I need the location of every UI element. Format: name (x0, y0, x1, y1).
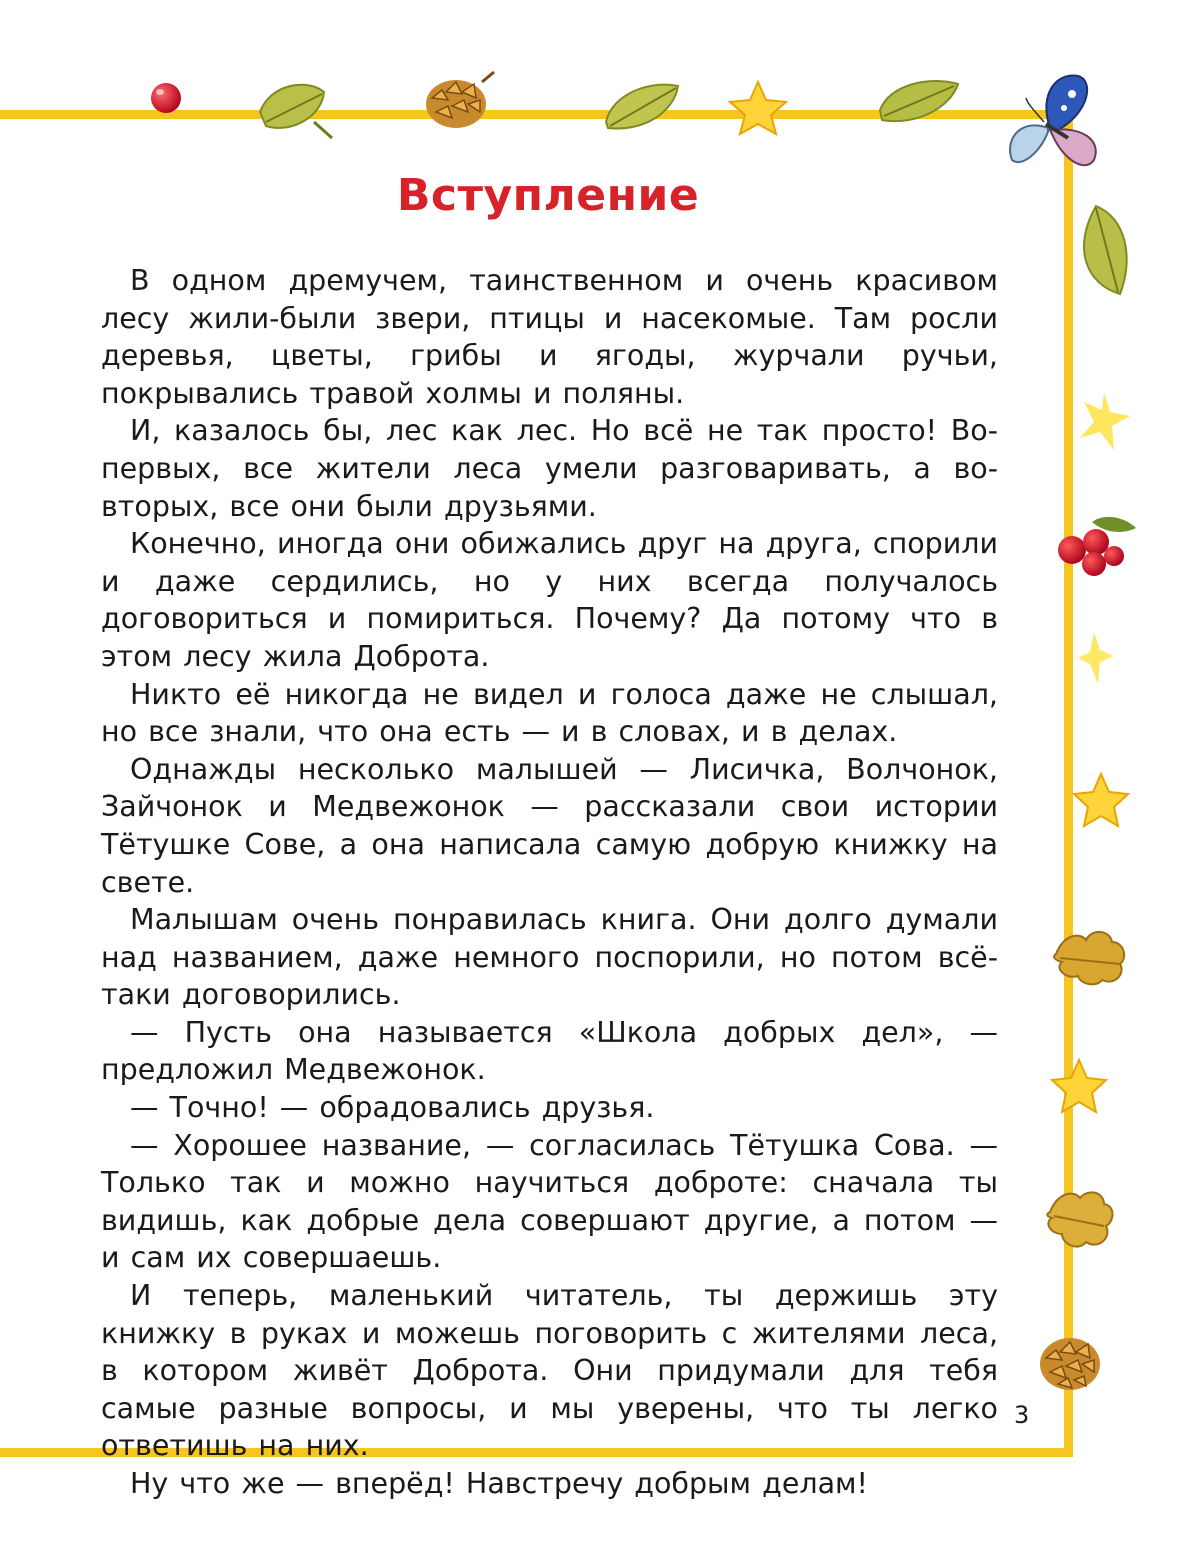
butterfly-icon (998, 68, 1110, 184)
paragraph: И теперь, маленький читатель, ты держишь эту книжку в руках и можешь поговорить с жителями леса, в котором живёт Доброта. Они придумали для тебя самые разные вопросы, и мы уверены, что ты легко ответишь на них. (101, 1279, 998, 1463)
star-icon (1048, 1056, 1110, 1116)
paragraph: Ну что же — вперёд! Навстречу добрым делам! (130, 1467, 868, 1500)
oak-leaf-icon (1044, 1184, 1116, 1254)
berry-icon (146, 78, 186, 118)
paragraph: Никто её никогда не видел и голоса даже не слышал, но все знали, что она есть — и в словах, и в делах. (101, 677, 998, 749)
star-icon (726, 78, 790, 138)
pinecone-icon (416, 64, 500, 138)
paragraph: И, казалось бы, лес как лес. Но всё не так просто! Во-первых, все жители леса умели разговаривать, а во-вторых, все они были друзьями. (101, 414, 998, 523)
paragraph: — Пусть она называется «Школа добрых дел», — предложил Медвежонок. (101, 1015, 998, 1087)
leaf-icon (252, 72, 338, 142)
leaf-icon (870, 70, 966, 130)
paragraph: Конечно, иногда они обижались друг на друга, спорили и даже сердились, но у них всегда получалось договориться и помириться. Почему? Да потому что в этом лесу жила Доброта. (101, 527, 998, 673)
pinecone-icon (1028, 1326, 1112, 1400)
star-icon (1074, 390, 1132, 456)
star-icon (1070, 770, 1132, 830)
page-title: Вступление (396, 170, 700, 221)
paragraph: Малышам очень понравилась книга. Они долго думали над названием, даже немного поспорили, но потом всё-таки договорились. (101, 903, 998, 1012)
paragraph: — Точно! — обрадовались друзья. (130, 1091, 655, 1125)
paragraph: — Хорошее название, — согласилась Тётушка Сова. — Только так и можно научиться доброте: сначала ты видишь, как добрые дела совершают другие, а потом — и сам их совершаешь. (101, 1128, 998, 1275)
paragraph: Однажды несколько малышей — Лисичка, Волчонок, Зайчонок и Медвежонок — рассказали свои истории Тётушке Сове, а она написала самую добрую книжку на свете. (101, 752, 998, 899)
body-text (101, 262, 998, 1503)
berries-icon (1052, 512, 1142, 578)
star-icon (1076, 630, 1116, 686)
paragraph: В одном дремучем, таинственном и очень красивом лесу жили-были звери, птицы и насекомые. Там росли деревья, цветы, грибы и ягоды, журчали ручьи, покрывались травой холмы и поляны. (101, 264, 998, 410)
oak-leaf-icon (1050, 924, 1130, 990)
leaf-icon (598, 72, 688, 138)
page-number: 3 (1014, 1401, 1030, 1429)
